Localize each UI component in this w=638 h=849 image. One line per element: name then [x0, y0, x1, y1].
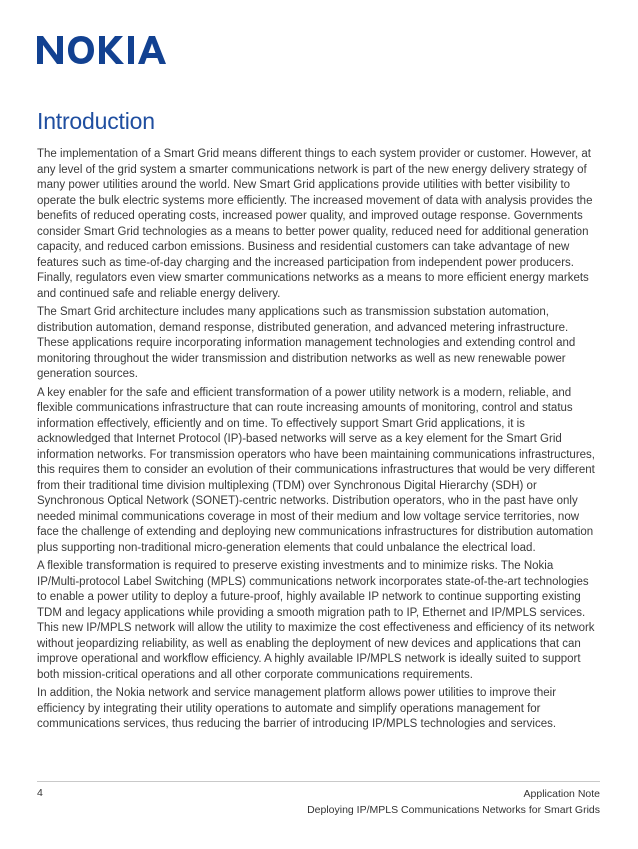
- nokia-logo: [37, 36, 183, 64]
- paragraph: A flexible transformation is required to preserve existing investments and to minimize risks. The Nokia IP/Multi-protocol Label Switching (MPLS) communications network incorporates state-of-the-art technologies to enable a power utility to deploy a future-proof, highly available IP network to continue supporting existing TDM and legacy applications while providing a smooth migration path to IP, Ethernet and IP/MPLS services. This new IP/MPLS network will allow the utility to maximize the cost effectiveness and efficiency of its network without jeopardizing reliability, as well as enabling the deployment of new devices and applications that can improve operational and workflow efficiency. A highly available IP/MPLS network is ideally suited to support both mission-critical operations and all other corporate communications requirements.: [37, 560, 595, 681]
- paragraph: The implementation of a Smart Grid means different things to each system provider or customer. However, at any level of the grid system a smarter communications network is part of the new energy delivery strategy of many power utilities around the world. New Smart Grid applications provide utilities with better visibility to operate the bulk electric systems more efficiently. The increased movement of data with analysis provides the benefits of reduced operating costs, increased power quality, and improved outage response. Governments consider Smart Grid technologies as a means to better power quality, reduced need for additional generation capacity, and reduced carbon emissions. Business and residential customers can take advantage of new features such as time-of-day charging and the increased participation from independent power producers. Finally, regulators even view smarter communications networks as a means to more efficient energy markets and continued safe and reliable energy delivery.: [37, 148, 593, 300]
- footer-document-info: [307, 786, 600, 818]
- nokia-logo-icon: [37, 36, 183, 64]
- paragraph: A key enabler for the safe and efficient transformation of a power utility network is a modern, reliable, and flexible communications infrastructure that can route increasing amounts of monitoring, control and status information effectively, efficiently and on time. To effectively support Smart Grid applications, it is acknowledged that Internet Protocol (IP)-based networks will serve as a key element for the Smart Grid information networks. For transmission operators who have been maintaining communications infrastructures, this requires them to consider an evolution of their communications infrastructures that would be very different from their traditional time division multiplexing (TDM) over Synchronous Digital Hierarchy (SDH) or Synchronous Optical Network (SONET)-centric networks. Distribution operators, who in the past have only needed minimal communications coverage in most of their medium and low voltage service territories, now face the challenge of extending and deploying new communications infrastructures for distribution automation plus supporting non-traditional micro-generation elements that could unbalance the electrical load.: [37, 386, 596, 554]
- section-title: Introduction: [37, 108, 155, 134]
- document-title: Deploying IP/MPLS Communications Networks for Smart Grids: [307, 804, 600, 816]
- document-type: Application Note: [523, 788, 600, 800]
- paragraph: The Smart Grid architecture includes many applications such as transmission substation automation, distribution automation, demand response, distributed generation, and advanced metering infrastructure. These applications require incorporating information management technologies and extending control and monitoring throughout the wider transmission and distribution networks as well as new renewable power generation sources.: [37, 306, 576, 380]
- paragraph: In addition, the Nokia network and service management platform allows power utilities to improve their efficiency by integrating their utility operations to automate and simplify operations management for communications services, thus reducing the barrier of introducing IP/MPLS technologies and services.: [37, 687, 557, 730]
- body-text: [37, 147, 597, 736]
- page-number: 4: [37, 787, 43, 799]
- footer-divider: [37, 781, 600, 782]
